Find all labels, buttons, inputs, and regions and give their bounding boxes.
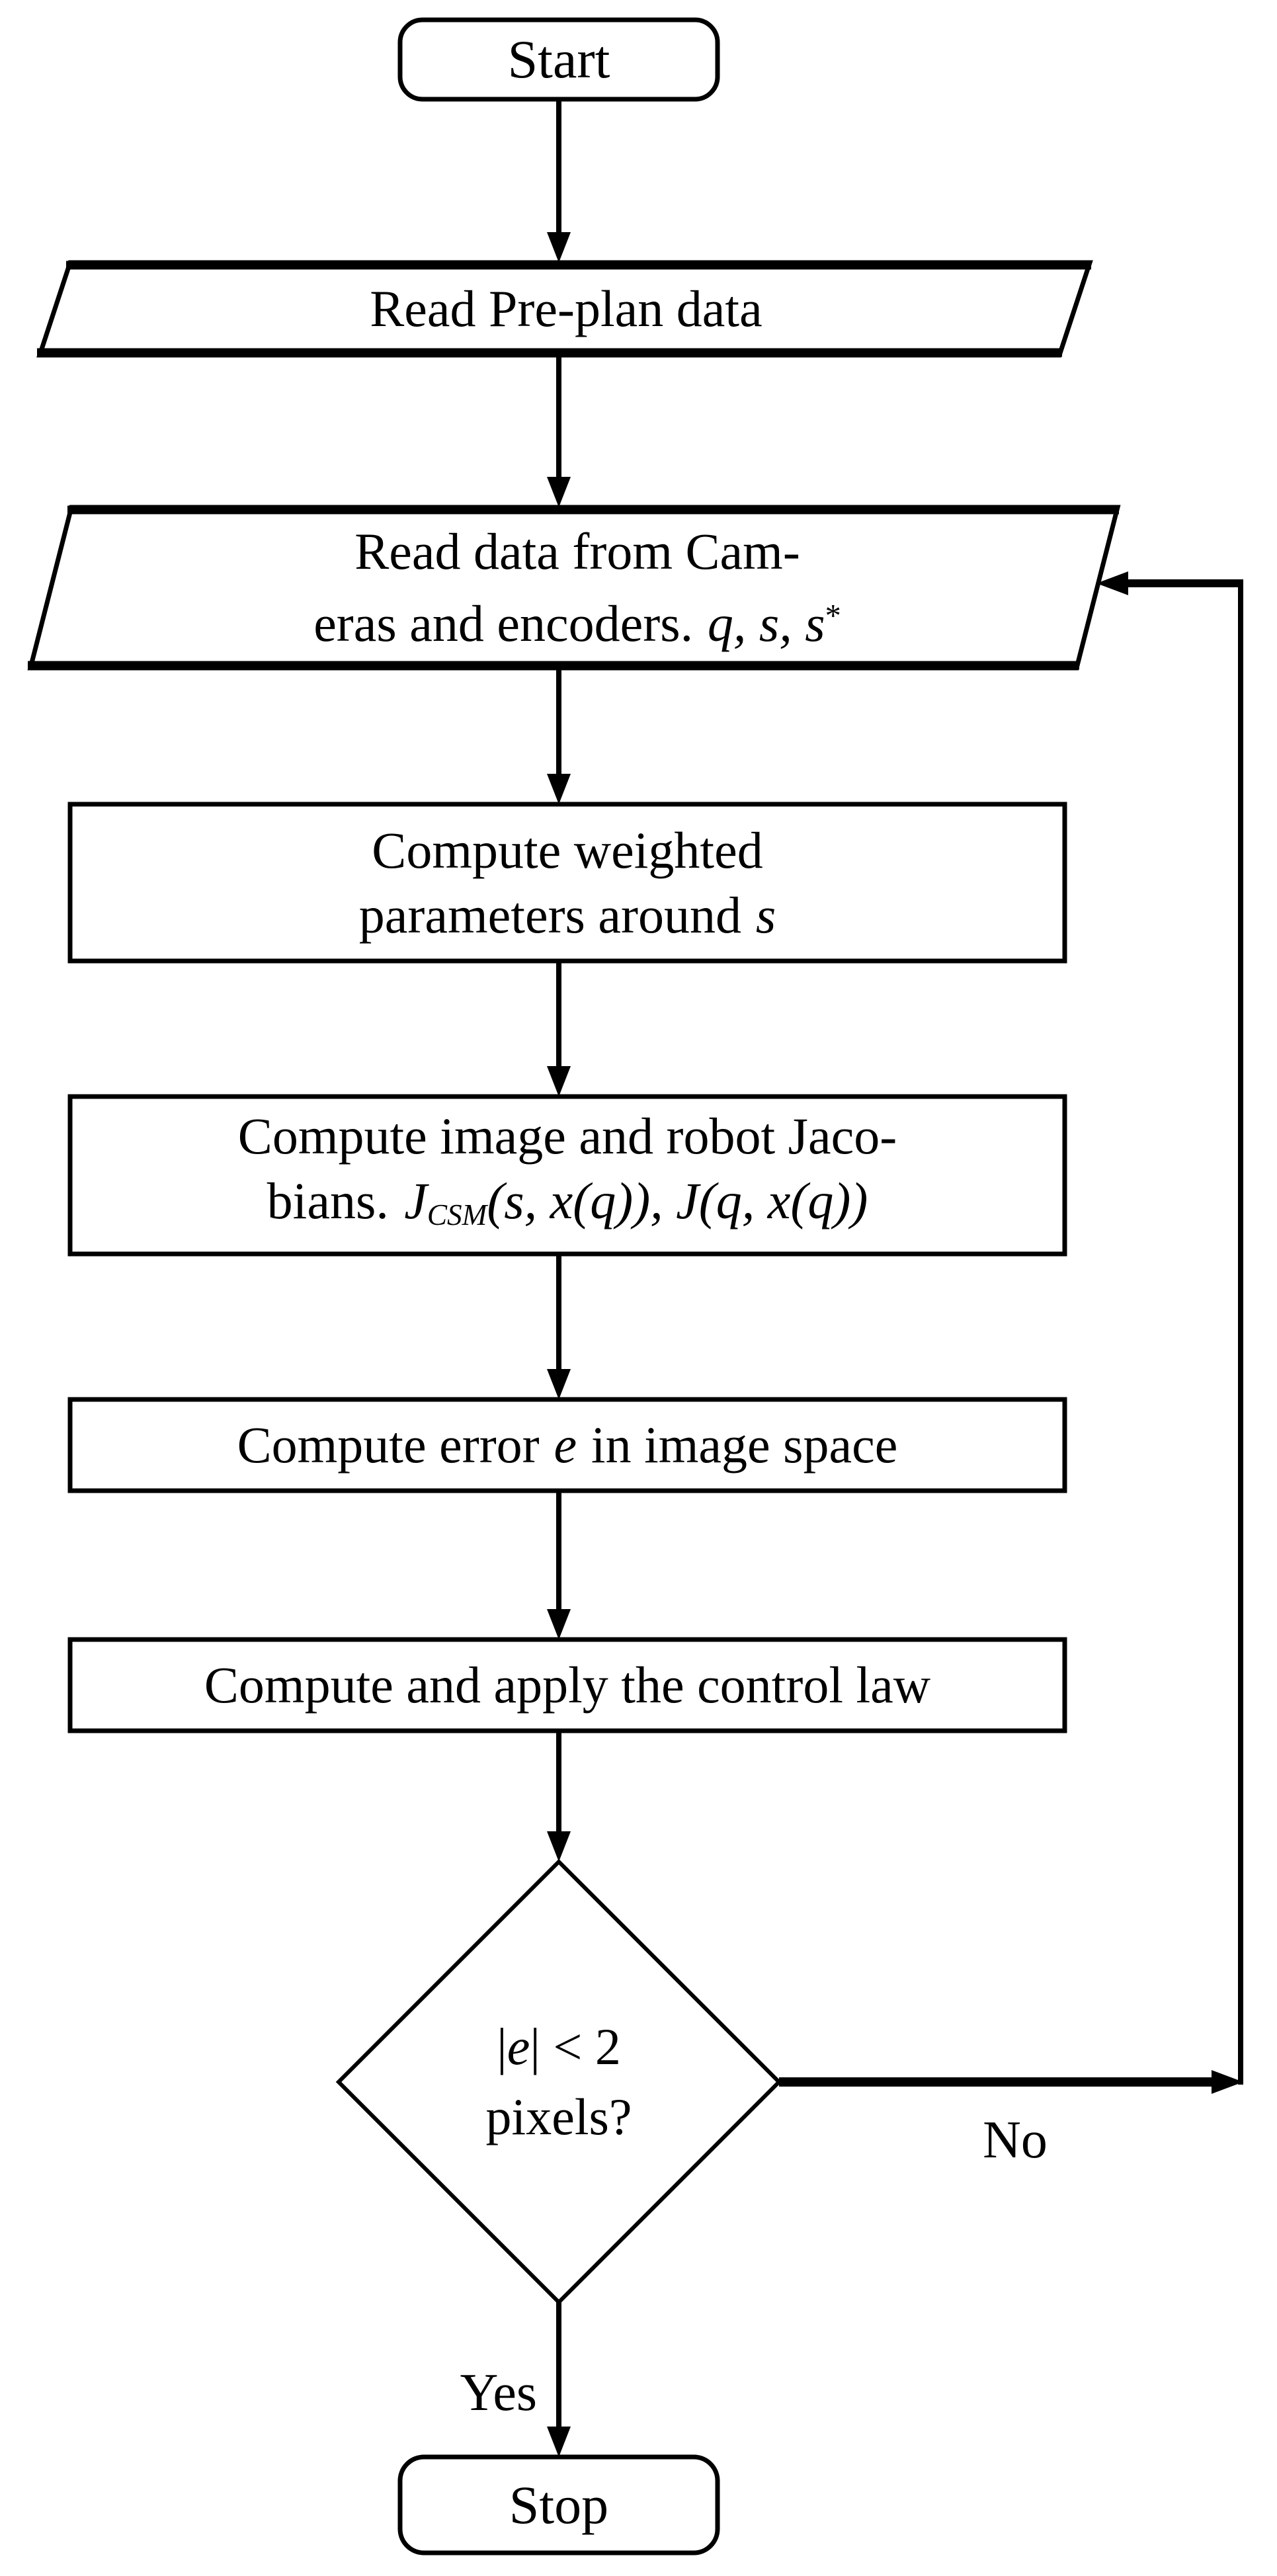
arrow-jacobians-to-error-head [547,1369,571,1399]
arrow-preplan-to-cameras-head [547,477,571,507]
arrow-error-to-control-head [547,1609,571,1640]
compute-jacobians-line2-subscript: CSM [427,1198,487,1231]
read-preplan-node-label [70,263,1062,355]
compute-error-text [237,1413,898,1477]
yes-text: Yes [460,2364,537,2422]
read-cameras-line2-superscript: * [825,599,841,634]
compute-error-suffix: in image space [591,1416,898,1474]
yes-branch-arrow-head [547,2427,571,2457]
control-law-node-label [70,1640,1065,1731]
read-cameras-line1: Read data from Cam- [354,522,800,581]
compute-error-math: e [554,1416,577,1474]
read-cameras-line2-math: q, s, s [707,594,825,652]
arrow-cameras-to-weighted-head [547,774,571,804]
yes-edge-label [397,2356,537,2429]
decision-node-label [339,1862,779,2302]
arrow-control-to-decision-head [547,1831,571,1862]
control-law-text: Compute and apply the control law [204,1656,931,1714]
decision-line1-math: e [507,2018,530,2075]
compute-weighted-line2 [359,883,776,948]
compute-jacobians-line2-J: J [404,1171,427,1229]
compute-weighted-node-label [70,804,1065,961]
decision-line1-rest: | < 2 [530,2018,621,2075]
read-cameras-line2-prefix: eras and encoders. [313,594,694,652]
decision-line1-bar: | [497,2018,507,2075]
compute-weighted-line1: Compute weighted [372,821,763,879]
start-node-label [400,20,718,99]
no-edge-label [916,2102,1114,2178]
compute-weighted-line2-math: s [755,886,776,944]
stop-node-label [400,2457,718,2553]
read-cameras-line2 [313,584,841,656]
stop-text: Stop [509,2474,609,2535]
read-preplan-text: Read Pre-plan data [370,280,762,337]
compute-error-prefix: Compute error [237,1416,540,1474]
arrow-start-to-preplan-head [547,232,571,263]
compute-weighted-line2-prefix: parameters around [358,886,742,944]
compute-error-node-label [70,1399,1065,1491]
no-text: No [983,2110,1048,2169]
decision-line2: pixels? [485,2088,632,2145]
arrow-weighted-to-jacobians-head [547,1066,571,1097]
decision-line1 [497,2012,621,2082]
start-text: Start [507,29,610,89]
compute-jacobians-line1: Compute image and robot Jaco- [237,1106,897,1165]
compute-jacobians-line2-prefix: bians. [267,1171,389,1229]
compute-jacobians-line2 [267,1169,868,1247]
compute-jacobians-line2-math: (s, x(q)), J(q, x(q)) [487,1171,868,1229]
compute-jacobians-node-label [70,1097,1065,1254]
read-cameras-node-label [78,507,1077,668]
